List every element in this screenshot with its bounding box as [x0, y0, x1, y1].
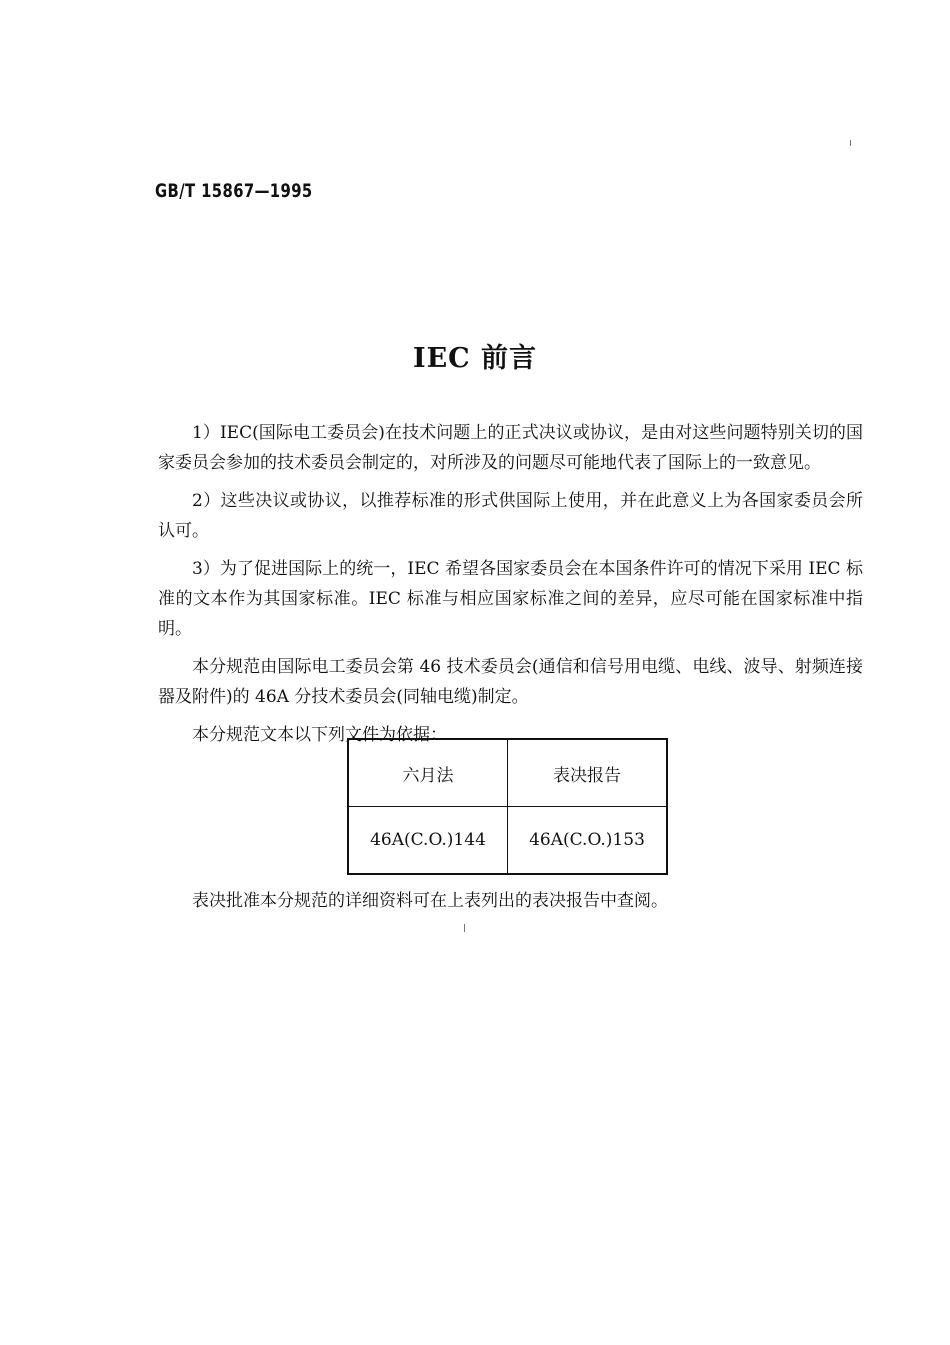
paragraph-4: 本分规范由国际电工委员会第 46 技术委员会(通信和信号用电缆、电线、波导、射频连接器及附件)的 46A 分技术委员会(同轴电缆)制定。	[158, 657, 863, 707]
foreword-body	[158, 418, 863, 758]
paragraph-2: 2）这些决议或协议，以推荐标准的形式供国际上使用，并在此意义上为各国家委员会所认可。	[158, 491, 863, 541]
table-cell: 46A(C.O.)153	[508, 807, 668, 875]
page-title: IEC 前言	[412, 343, 538, 374]
table-cell: 46A(C.O.)144	[348, 807, 508, 875]
standard-number: GB/T 15867—1995	[155, 180, 313, 202]
scan-speck	[850, 140, 851, 146]
closing-note: 表决批准本分规范的详细资料可在上表列出的表决报告中查阅。	[192, 891, 668, 911]
table-row	[348, 807, 667, 875]
paragraph-1: 1）IEC(国际电工委员会)在技术问题上的正式决议或协议，是由对这些问题特别关切的国家委员会参加的技术委员会制定的，对所涉及的问题尽可能地代表了国际上的一致意见。	[158, 423, 863, 473]
table-header-row	[348, 739, 667, 807]
scan-speck	[464, 924, 465, 932]
table-header-cell: 六月法	[348, 739, 508, 807]
table-header-cell: 表决报告	[508, 739, 668, 807]
paragraph-3: 3）为了促进国际上的统一，IEC 希望各国家委员会在本国条件许可的情况下采用 IEC 标准的文本作为其国家标准。IEC 标准与相应国家标准之间的差异，应尽可能在国家标准中指明。	[158, 559, 863, 639]
paragraph-5: 本分规范文本以下列文件为依据：	[192, 725, 447, 745]
basis-documents-table	[347, 738, 668, 875]
